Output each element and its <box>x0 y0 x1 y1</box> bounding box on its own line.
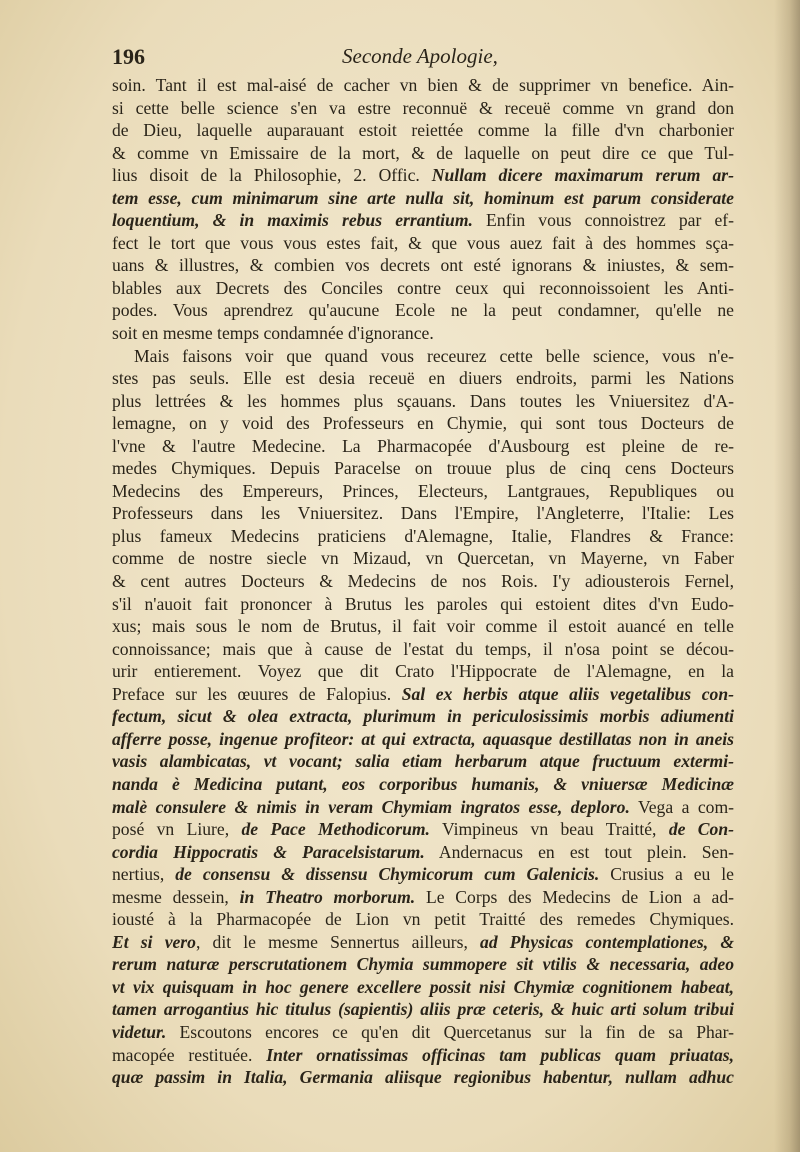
italic-quotation: de Con- <box>668 819 734 840</box>
italic-quotation: in Theatro morborum. <box>239 886 416 907</box>
text-segment: & cent autres Docteurs & Medecins de nos Rois. I'y adiousterois Fernel, <box>112 571 734 592</box>
page-number: 196 <box>112 44 145 69</box>
text-line <box>112 593 734 616</box>
text-line <box>112 367 734 390</box>
text-line <box>112 705 734 728</box>
text-line <box>112 277 734 300</box>
text-segment: Escoutons encores ce qu'en dit Quercetanus sur la fin de sa Phar- <box>166 1021 734 1042</box>
text-segment: & comme vn Emissaire de la mort, & de laquelle on peut dire ce que Tul- <box>112 142 734 163</box>
text-line <box>112 142 734 165</box>
text-segment: posé vn Liure, <box>112 819 242 840</box>
italic-quotation: Nullam dicere maximarum rerum ar- <box>431 165 734 186</box>
italic-quotation: Sal ex herbis atque aliis vegetalibus con- <box>401 683 734 704</box>
text-segment: plus fameux Medecins praticiens d'Alemagne, Italie, Flandres & France: <box>112 525 734 546</box>
page-header <box>112 44 652 74</box>
text-segment: soit en mesme temps condamnée d'ignorance. <box>112 323 434 344</box>
text-line <box>112 322 734 345</box>
text-line <box>112 164 734 187</box>
text-segment: si cette belle science s'en va estre reconnuë & receuë comme vn grand don <box>112 97 734 118</box>
text-segment: Preface sur les œuures de Falopius. <box>112 683 402 704</box>
text-segment: l'vne & l'autre Medecine. La Pharmacopée d'Ausbourg est pleine de re- <box>112 435 734 456</box>
text-segment: macopée restituée. <box>112 1044 267 1065</box>
text-segment: comme de nostre siecle vn Mizaud, vn Quercetan, vn Mayerne, vn Faber <box>112 548 734 569</box>
text-segment: blables aux Decrets des Conciles contre ceux qui reconnoissoient les Anti- <box>112 277 734 298</box>
italic-quotation: tamen arrogantius hic titulus (sapientis) aliis præ ceteris, & huic arti solum tribui <box>112 999 734 1020</box>
text-line <box>112 773 734 796</box>
text-segment: xus; mais sous le nom de Brutus, il fait voir comme il estoit auancé en telle <box>112 616 734 637</box>
text-segment: connoissance; mais que à cause de l'estat du temps, il n'osa point se décou- <box>112 638 734 659</box>
text-line <box>112 209 734 232</box>
italic-quotation: ad Physicas contemplationes, & <box>480 931 734 952</box>
text-line <box>112 299 734 322</box>
text-segment: Crusius a eu le <box>599 864 734 885</box>
text-line <box>112 841 734 864</box>
text-line <box>112 502 734 525</box>
text-line <box>112 953 734 976</box>
page-gutter-shadow <box>774 0 800 1152</box>
text-segment: plus lettrées & les hommes plus sçauans. Dans toutes les Vniuersitez d'A- <box>112 390 734 411</box>
text-line <box>112 638 734 661</box>
text-line <box>112 998 734 1021</box>
text-segment: medes Chymiques. Depuis Paracelse on trouue plus de cinq cens Docteurs <box>112 458 734 479</box>
text-line <box>112 570 734 593</box>
text-line <box>112 74 734 97</box>
text-line <box>112 232 734 255</box>
text-line <box>112 525 734 548</box>
text-line <box>112 728 734 751</box>
text-segment: uans & illustres, & combien vos decrets ont esté ignorans & iniustes, & sem- <box>112 255 734 276</box>
text-line <box>112 818 734 841</box>
text-line <box>112 457 734 480</box>
italic-quotation: quæ passim in Italia, Germania aliisque regionibus habentur, nullam adhuc <box>112 1067 734 1088</box>
body-text <box>112 74 734 1089</box>
italic-quotation: rerum naturæ perscrutationem Chymia summopere sit vtilis & necessaria, adeo <box>112 954 734 975</box>
text-line <box>112 1066 734 1089</box>
italic-quotation: vasis alambicatas, vt vocant; salia etiam herbarum atque fructuum extermi- <box>112 751 734 772</box>
running-title: Seconde Apologie, <box>342 44 498 68</box>
text-line <box>112 931 734 954</box>
italic-quotation: fectum, sicut & olea extracta, plurimum in periculosissimis morbis adiumenti <box>112 706 734 727</box>
text-segment: , dit le mesme Sennertus ailleurs, <box>195 931 481 952</box>
text-segment: mesme dessein, <box>112 886 240 907</box>
text-segment: podes. Vous aprendrez qu'aucune Ecole ne la peut condamner, qu'elle ne <box>112 300 734 321</box>
text-line <box>112 796 734 819</box>
italic-quotation: Et si vero <box>112 931 196 952</box>
text-line <box>112 615 734 638</box>
text-line <box>112 119 734 142</box>
text-segment: lemagne, on y void des Professeurs en Chymie, qui sont tous Docteurs de <box>112 413 734 434</box>
text-segment: lius disoit de la Philosophie, 2. Offic. <box>112 165 432 186</box>
text-line <box>112 750 734 773</box>
text-segment: urir entierement. Voyez que dit Crato l'Hippocrate de l'Alemagne, en la <box>112 661 734 682</box>
text-segment: fect le tort que vous vous estes fait, & que vous auez fait à des hommes sça- <box>112 232 734 253</box>
text-segment: nertius, <box>112 864 176 885</box>
italic-quotation: Inter ornatissimas officinas tam publicas quam priuatas, <box>266 1044 734 1065</box>
text-line <box>112 435 734 458</box>
italic-quotation: nanda è Medicina putant, eos corporibus humanis, & vniuersæ Medicinæ <box>112 773 734 794</box>
italic-quotation: de consensu & dissensu Chymicorum cum Galenicis. <box>175 864 600 885</box>
text-segment: Vimpineus vn beau Traitté, <box>429 819 669 840</box>
text-segment: Professeurs dans les Vniuersitez. Dans l'Empire, l'Angleterre, l'Italie: Les <box>112 503 734 524</box>
text-line <box>112 254 734 277</box>
text-line <box>112 390 734 413</box>
text-line <box>112 863 734 886</box>
text-line <box>112 187 734 210</box>
text-line <box>112 345 734 368</box>
italic-quotation: videtur. <box>112 1021 167 1042</box>
italic-quotation: de Pace Methodicorum. <box>241 819 430 840</box>
text-segment: Medecins des Empereurs, Princes, Electeurs, Lantgraues, Republiques ou <box>112 480 734 501</box>
text-segment: Andernacus en est tout plein. Sen- <box>424 841 734 862</box>
text-segment: Mais faisons voir que quand vous receurez cette belle science, vous n'e- <box>134 345 734 366</box>
italic-quotation: tem esse, cum minimarum sine arte nulla sit, hominum est parum considerate <box>112 187 734 208</box>
text-line <box>112 908 734 931</box>
text-line <box>112 480 734 503</box>
italic-quotation: afferre posse, ingenue profiteor: at qui extracta, aquasque destillatas non in aneis <box>112 728 734 749</box>
text-line <box>112 97 734 120</box>
text-line <box>112 547 734 570</box>
italic-quotation: cordia Hippocratis & Paracelsistarum. <box>112 841 425 862</box>
italic-quotation: vt vix quisquam in hoc genere excellere possit nisi Chymiæ cognitionem habeat, <box>112 976 734 997</box>
text-segment: iousté à la Pharmacopée de Lion vn petit Traitté des remedes Chymiques. <box>112 909 734 930</box>
text-segment: s'il n'auoit fait prononcer à Brutus les paroles qui estoient dites d'vn Eudo- <box>112 593 734 614</box>
text-segment: Vega a com- <box>629 796 734 817</box>
text-segment: Le Corps des Medecins de Lion a ad- <box>415 886 734 907</box>
text-line <box>112 886 734 909</box>
text-line <box>112 1044 734 1067</box>
italic-quotation: loquentium, & in maximis rebus errantium. <box>112 210 473 231</box>
text-line <box>112 660 734 683</box>
text-segment: Enfin vous connoistrez par ef- <box>472 210 734 231</box>
text-line <box>112 976 734 999</box>
italic-quotation: malè consulere & nimis in veram Chymiam ingratos esse, deploro. <box>112 796 630 817</box>
text-line <box>112 683 734 706</box>
text-segment: stes pas seuls. Elle est desia receuë en diuers endroits, parmi les Nations <box>112 368 734 389</box>
text-segment: de Dieu, laquelle auparauant estoit reiettée comme la fille d'vn charbonier <box>112 120 734 141</box>
text-segment: soin. Tant il est mal-aisé de cacher vn bien & de supprimer vn benefice. Ain- <box>112 75 734 95</box>
text-line <box>112 1021 734 1044</box>
text-line <box>112 412 734 435</box>
